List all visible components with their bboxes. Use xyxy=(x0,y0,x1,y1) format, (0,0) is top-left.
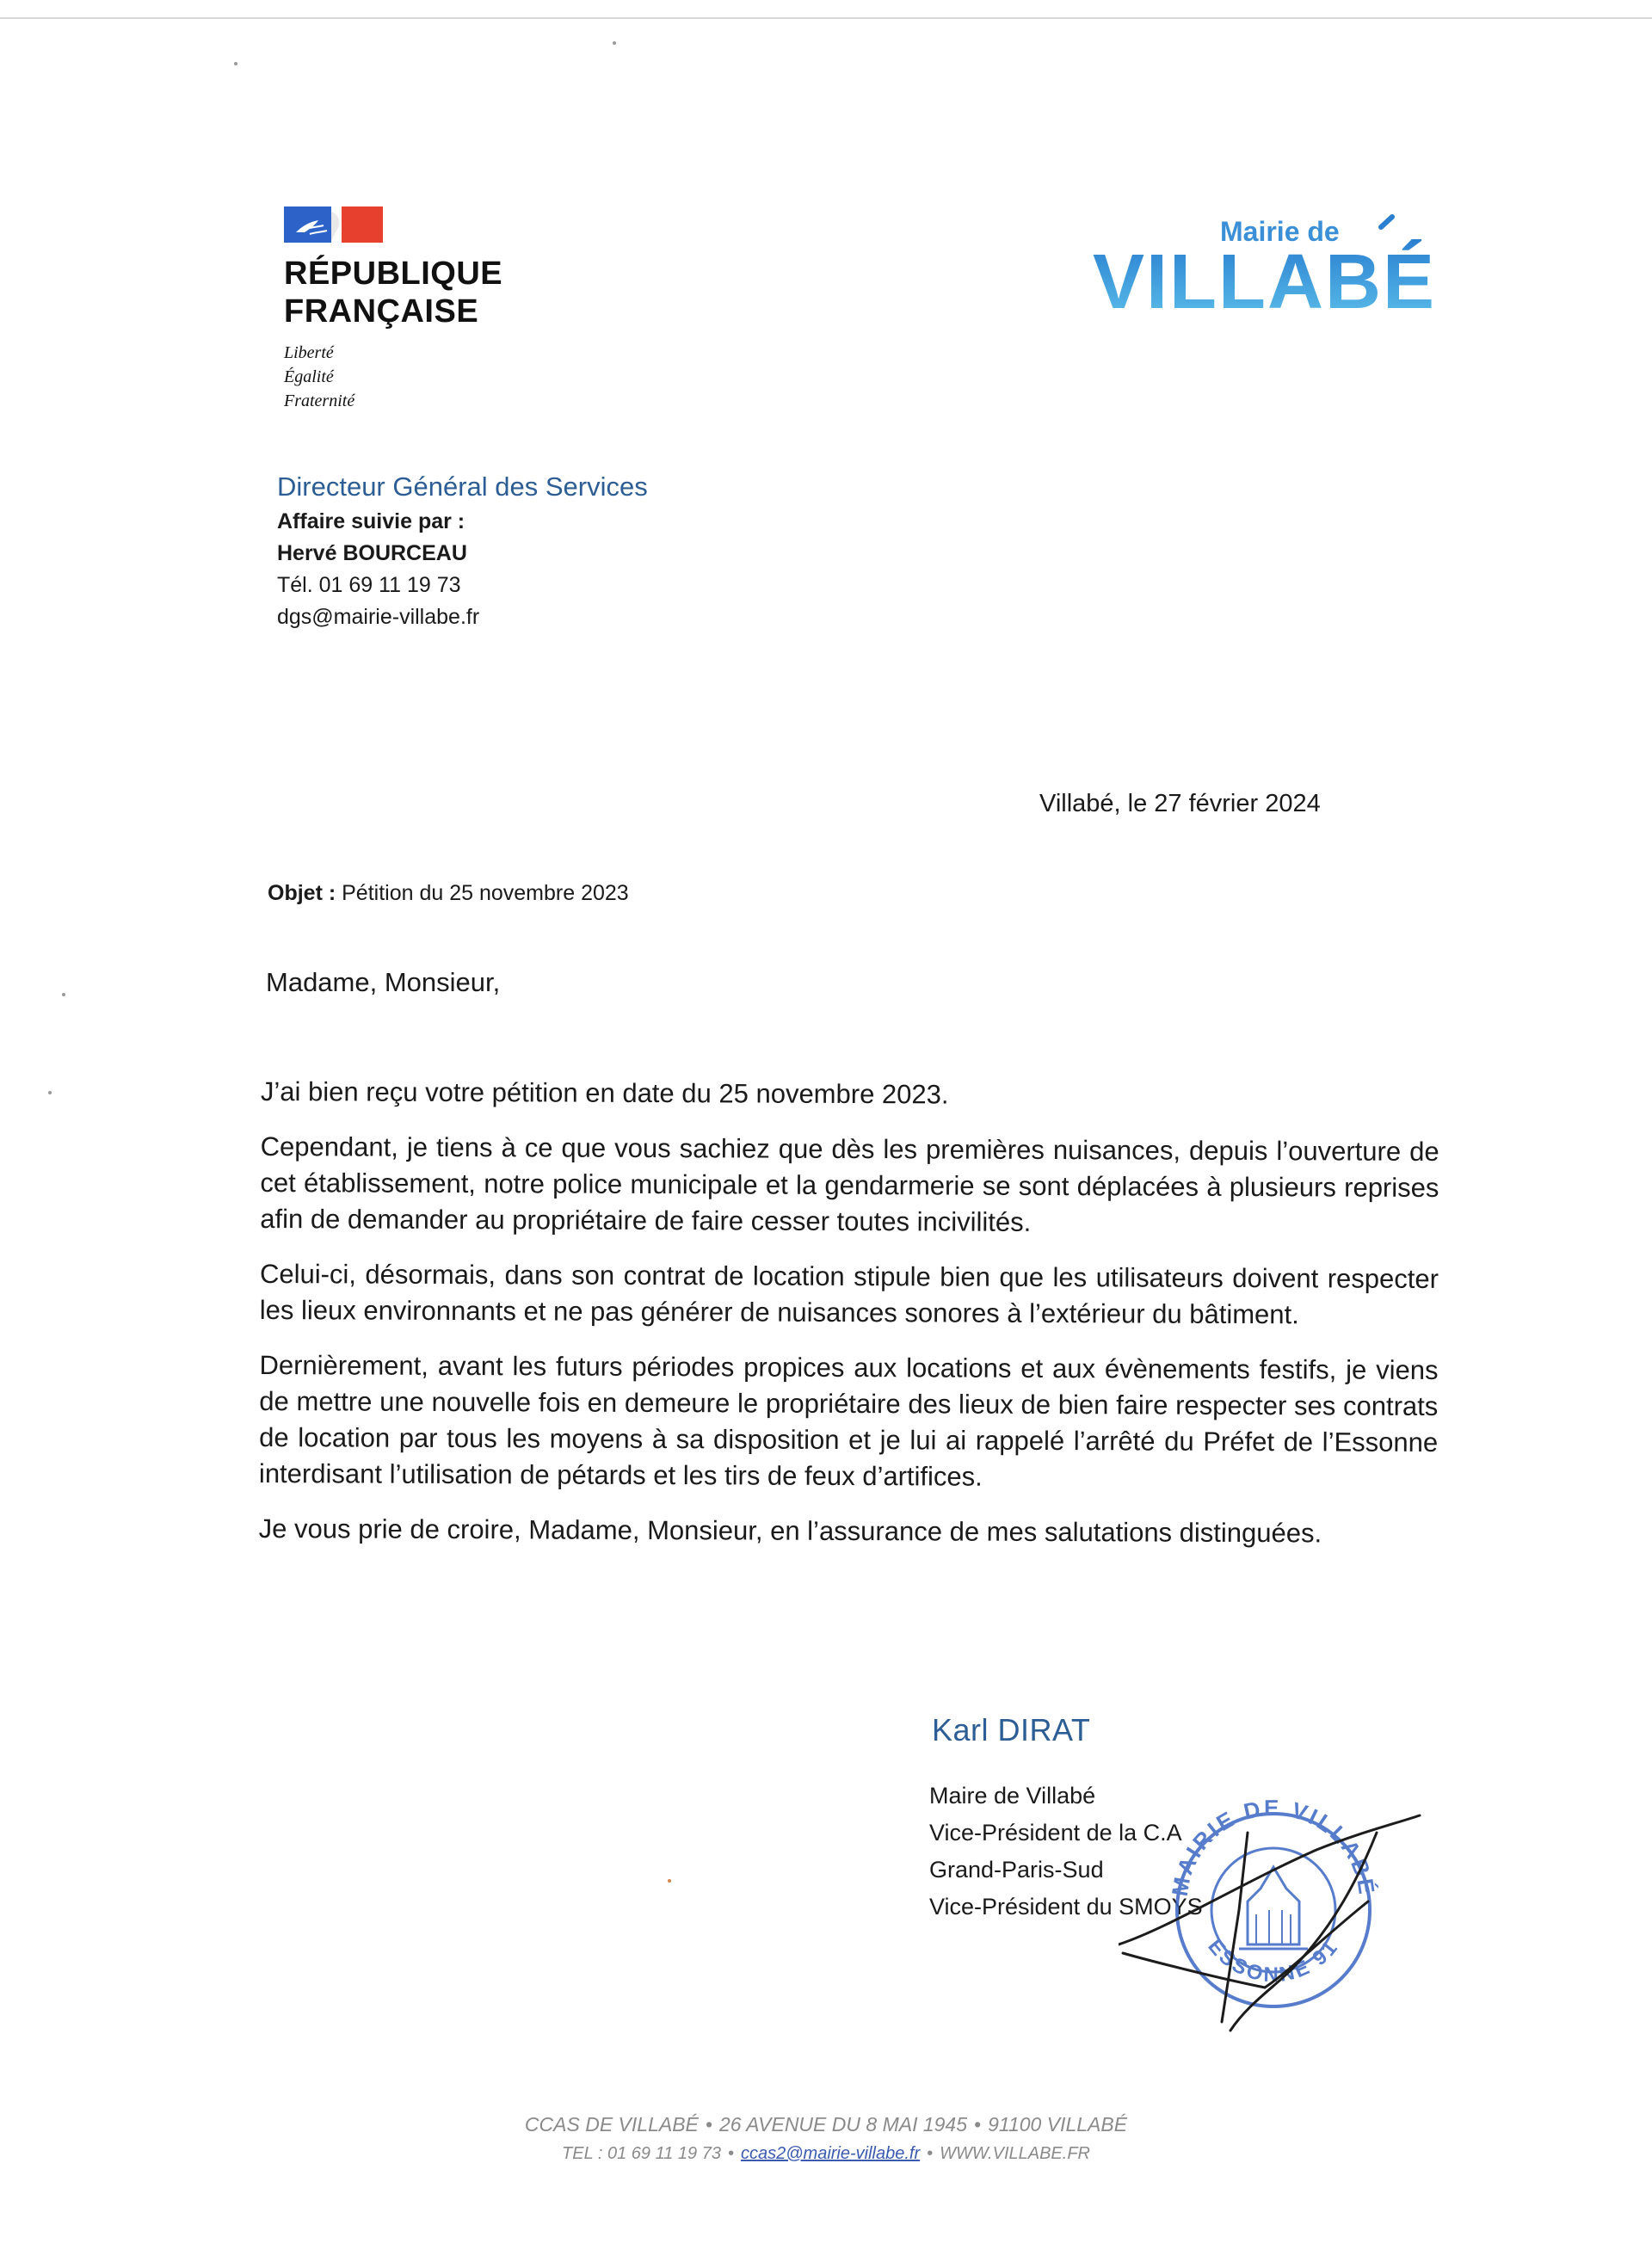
svg-text:MAIRIE DE VILLABÉ: MAIRIE DE VILLABÉ xyxy=(1166,1794,1381,1899)
footer-separator: • xyxy=(727,2144,734,2163)
republic-motto xyxy=(284,341,502,413)
followed-by-label: Affaire suivie par : xyxy=(277,509,465,533)
official-stamp-and-signature xyxy=(1119,1772,1428,2048)
footer-website[interactable]: WWW.VILLABE.FR xyxy=(940,2144,1090,2163)
footer-separator: • xyxy=(705,2113,712,2135)
signatory-title: Vice-Président de la C.A xyxy=(929,1820,1182,1846)
signatory-title: Grand-Paris-Sud xyxy=(929,1857,1104,1883)
scan-edge-line xyxy=(0,17,1652,19)
motto-liberte: Liberté xyxy=(284,343,334,362)
scan-speck xyxy=(62,993,65,996)
scan-speck xyxy=(234,62,237,65)
logo-mairie-de: Mairie de xyxy=(1220,216,1340,247)
subject-text: Pétition du 25 novembre 2023 xyxy=(336,881,629,905)
sender-phone: Tél. 01 69 11 19 73 xyxy=(277,573,461,597)
footer-city: 91100 VILLABÉ xyxy=(988,2113,1128,2135)
footer-address-line xyxy=(0,2113,1652,2136)
footer-phone: TEL : 01 69 11 19 73 xyxy=(562,2144,721,2163)
body-paragraph: Celui-ci, désormais, dans son contrat de location stipule bien que les utilisateurs doivent respecter les lieux environnants et ne pas générer de nuisances sonores à l’extérieur du bâtiment. xyxy=(259,1258,1439,1330)
svg-text:ESSONNE 91: ESSONNE 91 xyxy=(1203,1934,1344,1988)
footer-address: 26 AVENUE DU 8 MAI 1945 xyxy=(718,2113,968,2135)
body-paragraph: Je vous prie de croire, Madame, Monsieur, en l’assurance de mes salutations distinguées. xyxy=(258,1513,1322,1549)
footer-separator: • xyxy=(974,2113,982,2135)
footer-separator: • xyxy=(927,2144,934,2163)
motto-egalite: Égalité xyxy=(284,367,334,386)
logo-villabe: VILLABÉ xyxy=(1093,239,1437,325)
body-paragraph: Cependant, je tiens à ce que vous sachiez que dès les premières nuisances, depuis l’ouverture de cet établissement, notre police municipale et la gendarmerie se sont déplacées à plusieurs reprises afin de demander au propriétaire de faire cesser toutes incivilités. xyxy=(260,1131,1439,1237)
letter-body xyxy=(259,1074,1439,1571)
letter-salutation: Madame, Monsieur, xyxy=(266,967,501,997)
subject-label: Objet : xyxy=(268,881,336,905)
letter-subject xyxy=(268,881,629,906)
footer-email-link[interactable]: ccas2@mairie-villabe.fr xyxy=(741,2144,921,2163)
marianne-flag-icon xyxy=(284,206,383,243)
signatory-title: Maire de Villabé xyxy=(929,1783,1096,1809)
sender-email: dgs@mairie-villabe.fr xyxy=(277,605,480,629)
scan-speck xyxy=(613,41,616,45)
signatory-name: Karl DIRAT xyxy=(932,1712,1091,1747)
republique-line-2: FRANÇAISE xyxy=(284,293,479,330)
republique-francaise-logo xyxy=(284,206,502,413)
footer-org: CCAS DE VILLABÉ xyxy=(524,2113,699,2135)
mairie-villabe-logo xyxy=(1093,206,1437,344)
sender-block xyxy=(277,471,648,633)
signatory-title: Vice-Président du SMOYS xyxy=(929,1894,1203,1920)
scan-speck xyxy=(668,1879,671,1883)
sender-service: Directeur Général des Services xyxy=(277,471,648,502)
footer-contact-line xyxy=(0,2144,1652,2164)
body-paragraph: J’ai bien reçu votre pétition en date du 25 novembre 2023. xyxy=(260,1076,949,1110)
followed-by-name: Hervé BOURCEAU xyxy=(277,541,467,565)
letter-date: Villabé, le 27 février 2024 xyxy=(1039,790,1321,817)
scan-speck xyxy=(48,1091,52,1094)
motto-fraternite: Fraternité xyxy=(284,391,355,410)
republique-line-1: RÉPUBLIQUE xyxy=(284,256,503,292)
republique-francaise-title xyxy=(284,255,502,330)
body-paragraph: Dernièrement, avant les futurs périodes propices aux locations et aux évènements festifs, je viens de mettre une nouvelle fois en demeure le propriétaire des lieux de bien faire respecter ses contrats de location par tous les moyens à sa disposition et je lui ai rappelé l’arrêté du Préfet de l’Essonne interdisant l’utilisation de pétards et les tirs de feux d’artifices. xyxy=(258,1349,1439,1492)
